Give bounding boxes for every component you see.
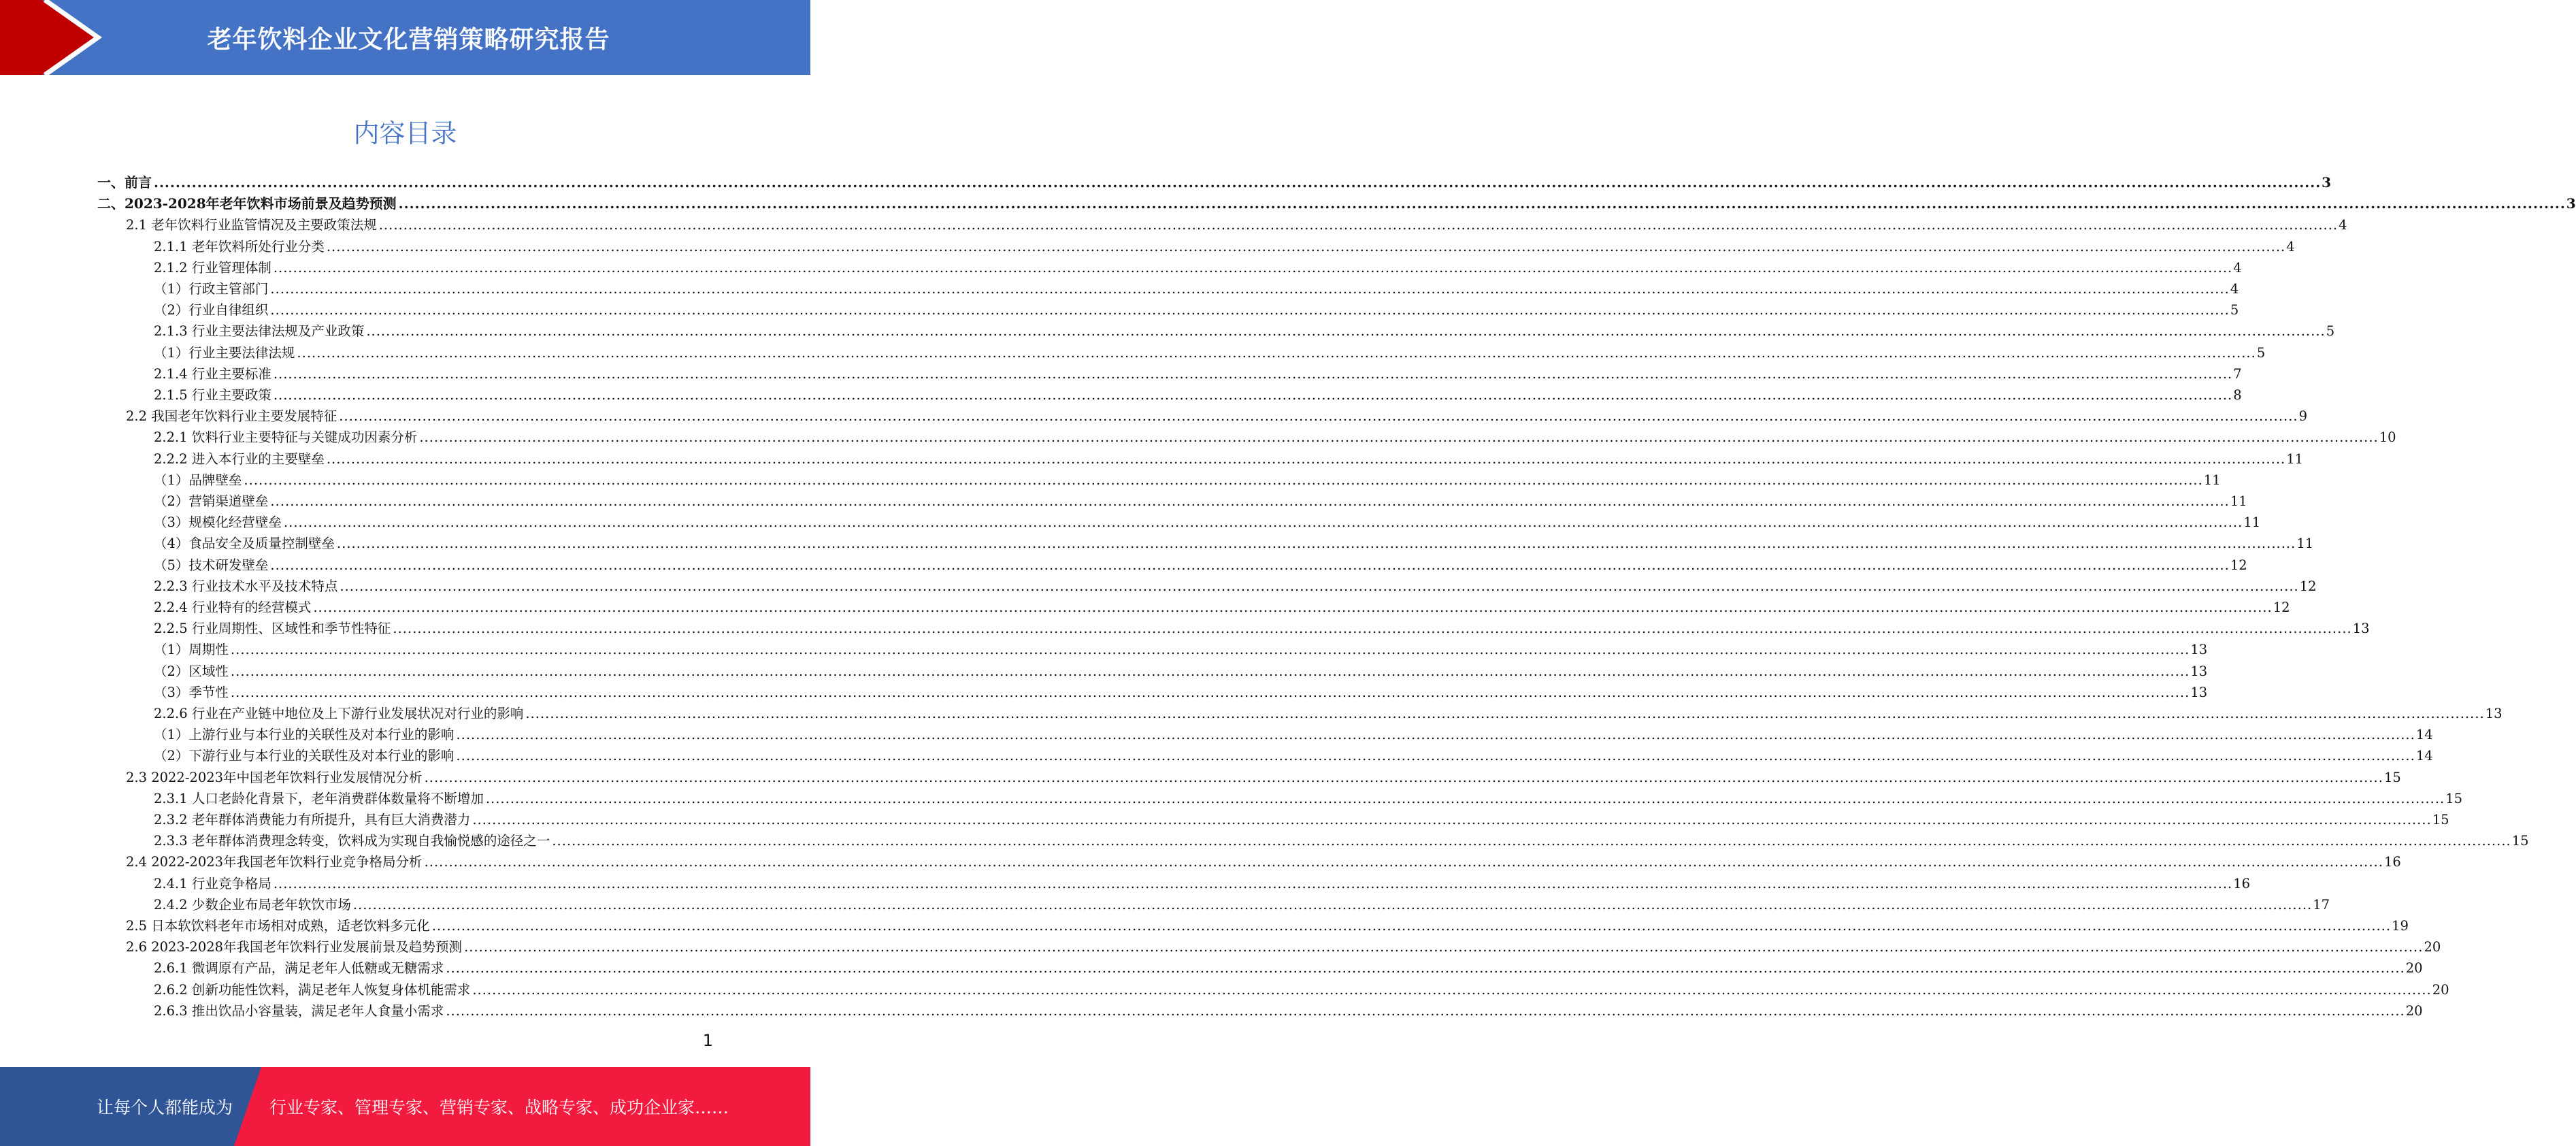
toc-entry[interactable]: [154, 576, 2317, 597]
toc-entry-title: （3）规模化经营壁垒: [154, 514, 282, 531]
toc-entry-title: 2.6.2 创新功能性饮料，满足老年人恢复身体机能需求: [154, 981, 471, 998]
toc-entry-title: 2.3.3 老年群体消费理念转变，饮料成为实现自我愉悦感的途径之一: [154, 833, 550, 849]
toc-entry-page: 20: [2424, 939, 2441, 955]
toc-entry-page: 12: [2230, 557, 2247, 573]
toc-entry-title: 2.4 2022-2023年我国老年饮料行业竞争格局分析: [126, 854, 423, 870]
toc-entry[interactable]: [97, 172, 2332, 193]
toc-entry[interactable]: [154, 957, 2423, 979]
toc-entry[interactable]: [154, 321, 2335, 342]
toc-entry[interactable]: [154, 597, 2290, 618]
toc-leader-dots: ................................................................................................................................................................................................................................................................................................................................................................................................................: [283, 514, 2243, 531]
footer-slogan-right: 行业专家、管理专家、营销专家、战略专家、成功企业家……: [269, 1098, 729, 1117]
toc-entry[interactable]: [154, 618, 2370, 639]
toc-entry-page: 12: [2273, 600, 2290, 615]
toc-entry-title: 2.1.3 行业主要法律法规及产业政策: [154, 323, 365, 340]
toc-entry[interactable]: [154, 724, 2433, 745]
toc-leader-dots: ................................................................................................................................................................................................................................................................................................................................................................................................................: [464, 939, 2424, 955]
toc-entry-page: 16: [2383, 854, 2401, 870]
toc-entry-page: 5: [2230, 302, 2239, 318]
toc-entry[interactable]: [126, 406, 2308, 427]
toc-entry[interactable]: [154, 979, 2449, 1000]
toc-leader-dots: ................................................................................................................................................................................................................................................................................................................................................................................................................: [352, 896, 2313, 913]
toc-entry[interactable]: [154, 278, 2239, 299]
toc-entry-page: 5: [2256, 344, 2266, 361]
toc-leader-dots: ................................................................................................................................................................................................................................................................................................................................................................................................................: [366, 323, 2326, 340]
toc-leader-dots: ................................................................................................................................................................................................................................................................................................................................................................................................................: [424, 854, 2383, 870]
toc-entry-title: （2）营销渠道壁垒: [154, 493, 269, 509]
toc-entry-title: （3）季节性: [154, 684, 229, 700]
toc-entry-title: （1）行业主要法律法规: [154, 344, 295, 361]
toc-leader-dots: ................................................................................................................................................................................................................................................................................................................................................................................................................: [431, 918, 2392, 934]
toc-entry-page: 12: [2299, 578, 2317, 594]
toc-entry[interactable]: [154, 703, 2503, 724]
toc-entry-title: 2.3 2022-2023年中国老年饮料行业发展情况分析: [126, 769, 423, 785]
toc-leader-dots: ................................................................................................................................................................................................................................................................................................................................................................................................................: [326, 451, 2286, 467]
toc-entry[interactable]: [154, 512, 2261, 533]
report-title: 老年饮料企业文化营销策略研究报告: [207, 25, 610, 54]
toc-entry-page: 13: [2190, 642, 2208, 658]
toc-entry[interactable]: [154, 342, 2266, 363]
toc-entry-page: 11: [2230, 493, 2247, 509]
toc-leader-dots: ................................................................................................................................................................................................................................................................................................................................................................................................................: [378, 217, 2339, 233]
toc-leader-dots: ................................................................................................................................................................................................................................................................................................................................................................................................................: [230, 663, 2190, 679]
toc-leader-dots: ................................................................................................................................................................................................................................................................................................................................................................................................................: [398, 195, 2566, 212]
toc-entry-title: 2.6 2023-2028年我国老年饮料行业发展前景及趋势预测: [126, 939, 463, 955]
toc-entry[interactable]: [154, 384, 2242, 406]
toc-leader-dots: ................................................................................................................................................................................................................................................................................................................................................................................................................: [273, 259, 2233, 276]
toc-entry-page: 11: [2296, 536, 2314, 552]
toc-entry-page: 15: [2383, 769, 2401, 785]
toc-entry-page: 5: [2326, 323, 2335, 340]
toc-leader-dots: ................................................................................................................................................................................................................................................................................................................................................................................................................: [525, 706, 2485, 721]
toc-entry-title: （4）食品安全及质量控制壁垒: [154, 536, 335, 552]
toc-leader-dots: ................................................................................................................................................................................................................................................................................................................................................................................................................: [154, 174, 2322, 191]
toc-entry-page: 10: [2379, 429, 2396, 446]
toc-entry-title: 一、前言: [97, 174, 152, 191]
toc-entry-page: 8: [2233, 387, 2242, 403]
toc-entry-title: （2）行业自律组织: [154, 302, 269, 318]
toc-leader-dots: ................................................................................................................................................................................................................................................................................................................................................................................................................: [340, 578, 2299, 594]
toc-entry[interactable]: [154, 236, 2295, 257]
toc-entry-title: （1）周期性: [154, 642, 229, 658]
toc-entry[interactable]: [154, 661, 2208, 682]
toc-entry[interactable]: [154, 1000, 2423, 1021]
toc-entry-page: 4: [2339, 217, 2347, 233]
toc-leader-dots: ................................................................................................................................................................................................................................................................................................................................................................................................................: [446, 1002, 2405, 1019]
toc-leader-dots: ................................................................................................................................................................................................................................................................................................................................................................................................................: [456, 748, 2415, 764]
toc-entry-title: 2.1.5 行业主要政策: [154, 387, 271, 403]
toc-leader-dots: ................................................................................................................................................................................................................................................................................................................................................................................................................: [472, 981, 2432, 998]
toc-leader-dots: ................................................................................................................................................................................................................................................................................................................................................................................................................: [456, 727, 2415, 743]
toc-leader-dots: ................................................................................................................................................................................................................................................................................................................................................................................................................: [552, 833, 2511, 849]
toc-entry[interactable]: [154, 257, 2242, 278]
toc-entry-title: 2.2.1 饮料行业主要特征与关键成功因素分析: [154, 429, 418, 446]
toc-entry-page: 13: [2190, 663, 2208, 679]
toc-entry[interactable]: [154, 745, 2433, 766]
toc-entry[interactable]: [154, 470, 2221, 491]
toc-entry[interactable]: [154, 639, 2208, 660]
toc-entry[interactable]: [126, 936, 2441, 957]
toc-entry-page: 3: [2322, 174, 2332, 191]
toc-entry-page: 14: [2415, 727, 2433, 743]
toc-entry-title: 2.1 老年饮料行业监管情况及主要政策法规: [126, 217, 377, 233]
toc-entry-page: 4: [2230, 281, 2239, 297]
toc-entry[interactable]: [154, 682, 2208, 703]
toc-entry[interactable]: [154, 894, 2330, 915]
toc-entry-page: 20: [2432, 981, 2449, 998]
toc-entry[interactable]: [154, 533, 2314, 554]
toc-entry[interactable]: [154, 555, 2247, 576]
toc-entry-title: （1）行政主管部门: [154, 281, 269, 297]
toc-entry-title: 2.3.2 老年群体消费能力有所提升，具有巨大消费潜力: [154, 812, 471, 828]
toc-entry[interactable]: [154, 491, 2247, 512]
toc-entry-page: 9: [2298, 408, 2308, 425]
toc-entry-title: 2.2.5 行业周期性、区域性和季节性特征: [154, 621, 391, 637]
toc-entry-title: （1）品牌壁垒: [154, 472, 242, 488]
toc-entry-page: 17: [2313, 896, 2330, 913]
toc-entry-page: 4: [2233, 259, 2242, 276]
toc-entry[interactable]: [154, 809, 2449, 830]
toc-leader-dots: ................................................................................................................................................................................................................................................................................................................................................................................................................: [273, 365, 2233, 382]
toc-entry-title: 2.2.2 进入本行业的主要壁垒: [154, 451, 325, 467]
footer-banner: [0, 1067, 810, 1146]
toc-leader-dots: ................................................................................................................................................................................................................................................................................................................................................................................................................: [244, 472, 2203, 488]
toc-leader-dots: ................................................................................................................................................................................................................................................................................................................................................................................................................: [230, 684, 2190, 700]
toc-entry-page: 15: [2511, 833, 2529, 849]
toc-leader-dots: ................................................................................................................................................................................................................................................................................................................................................................................................................: [419, 429, 2379, 446]
toc-entry-page: 7: [2233, 365, 2242, 382]
toc-entry-title: 2.2.3 行业技术水平及技术特点: [154, 578, 338, 594]
toc-entry-page: 4: [2286, 238, 2295, 255]
footer-slogan-left: 让每个人都能成为: [97, 1098, 233, 1117]
toc-entry-title: （1）上游行业与本行业的关联性及对本行业的影响: [154, 727, 455, 743]
toc-entry[interactable]: [154, 448, 2304, 470]
toc-entry-page: 13: [2190, 684, 2208, 700]
header-banner: [0, 0, 810, 75]
toc-entry-page: 20: [2405, 1002, 2423, 1019]
toc-entry[interactable]: [154, 788, 2463, 809]
toc-entry-page: 3: [2566, 195, 2576, 212]
toc-entry-title: 2.1.4 行业主要标准: [154, 365, 271, 382]
toc-leader-dots: ................................................................................................................................................................................................................................................................................................................................................................................................................: [336, 536, 2296, 552]
toc-entry-title: 2.2.4 行业特有的经营模式: [154, 600, 312, 615]
toc-entry-page: 11: [2203, 472, 2221, 488]
toc-leader-dots: ................................................................................................................................................................................................................................................................................................................................................................................................................: [297, 344, 2256, 361]
toc-entry[interactable]: [126, 214, 2347, 235]
toc-entry-title: 二、2023-2028年老年饮料市场前景及趋势预测: [97, 195, 397, 212]
toc-leader-dots: ................................................................................................................................................................................................................................................................................................................................................................................................................: [326, 238, 2286, 255]
toc-entry-page: 13: [2352, 621, 2370, 637]
toc-heading: 内容目录: [353, 118, 457, 148]
toc-entry[interactable]: [126, 915, 2409, 936]
toc-entry-title: 2.6.1 微调原有产品，满足老年人低糖或无糖需求: [154, 960, 444, 977]
toc-leader-dots: ................................................................................................................................................................................................................................................................................................................................................................................................................: [270, 302, 2230, 318]
toc-leader-dots: ................................................................................................................................................................................................................................................................................................................................................................................................................: [472, 812, 2432, 828]
toc-entry[interactable]: [154, 830, 2529, 851]
toc-leader-dots: ................................................................................................................................................................................................................................................................................................................................................................................................................: [339, 408, 2298, 425]
toc-leader-dots: ................................................................................................................................................................................................................................................................................................................................................................................................................: [393, 621, 2352, 637]
toc-entry[interactable]: [97, 193, 2576, 214]
toc-leader-dots: ................................................................................................................................................................................................................................................................................................................................................................................................................: [273, 387, 2233, 403]
toc-entry-title: 2.3.1 人口老龄化背景下，老年消费群体数量将不断增加: [154, 790, 484, 806]
toc-leader-dots: ................................................................................................................................................................................................................................................................................................................................................................................................................: [270, 557, 2230, 573]
toc-entry-page: 11: [2243, 514, 2261, 531]
toc-entry-title: 2.6.3 推出饮品小容量装，满足老年人食量小需求: [154, 1002, 444, 1019]
toc-entry-title: 2.2.6 行业在产业链中地位及上下游行业发展状况对行业的影响: [154, 706, 524, 721]
toc-entry-title: 2.4.1 行业竞争格局: [154, 875, 271, 891]
toc-entry-title: 2.5 日本软饮料老年市场相对成熟，适老饮料多元化: [126, 918, 430, 934]
toc-entry-page: 14: [2415, 748, 2433, 764]
toc-entry-title: （2）下游行业与本行业的关联性及对本行业的影响: [154, 748, 455, 764]
toc-leader-dots: ................................................................................................................................................................................................................................................................................................................................................................................................................: [270, 281, 2230, 297]
toc-entry[interactable]: [154, 873, 2251, 894]
toc-entry[interactable]: [126, 851, 2401, 872]
toc-leader-dots: ................................................................................................................................................................................................................................................................................................................................................................................................................: [485, 790, 2445, 806]
toc-entry[interactable]: [154, 363, 2242, 384]
toc-entry-page: 19: [2392, 918, 2409, 934]
toc-leader-dots: ................................................................................................................................................................................................................................................................................................................................................................................................................: [313, 600, 2273, 615]
toc-leader-dots: ................................................................................................................................................................................................................................................................................................................................................................................................................: [446, 960, 2405, 977]
toc-entry-title: 2.2 我国老年饮料行业主要发展特征: [126, 408, 337, 425]
toc-entry-title: 2.1.1 老年饮料所处行业分类: [154, 238, 325, 255]
toc-entry[interactable]: [154, 299, 2239, 321]
toc-entry-title: 2.1.2 行业管理体制: [154, 259, 271, 276]
toc-entry-page: 11: [2286, 451, 2304, 467]
toc-entry-page: 15: [2445, 790, 2463, 806]
page-number: 1: [702, 1031, 713, 1050]
toc-entry-title: 2.4.2 少数企业布局老年软饮市场: [154, 896, 351, 913]
toc-leader-dots: ................................................................................................................................................................................................................................................................................................................................................................................................................: [270, 493, 2230, 509]
toc-entry-page: 13: [2485, 706, 2503, 721]
toc-entry[interactable]: [126, 767, 2401, 788]
toc-leader-dots: ................................................................................................................................................................................................................................................................................................................................................................................................................: [230, 642, 2190, 658]
toc-leader-dots: ................................................................................................................................................................................................................................................................................................................................................................................................................: [273, 875, 2233, 891]
toc-entry-title: （2）区域性: [154, 663, 229, 679]
toc-entry-page: 16: [2233, 875, 2251, 891]
toc-entry[interactable]: [154, 427, 2396, 448]
toc-entry-page: 15: [2432, 812, 2449, 828]
toc-leader-dots: ................................................................................................................................................................................................................................................................................................................................................................................................................: [424, 769, 2383, 785]
toc-entry-title: （5）技术研发壁垒: [154, 557, 269, 573]
toc-entry-page: 20: [2405, 960, 2423, 977]
